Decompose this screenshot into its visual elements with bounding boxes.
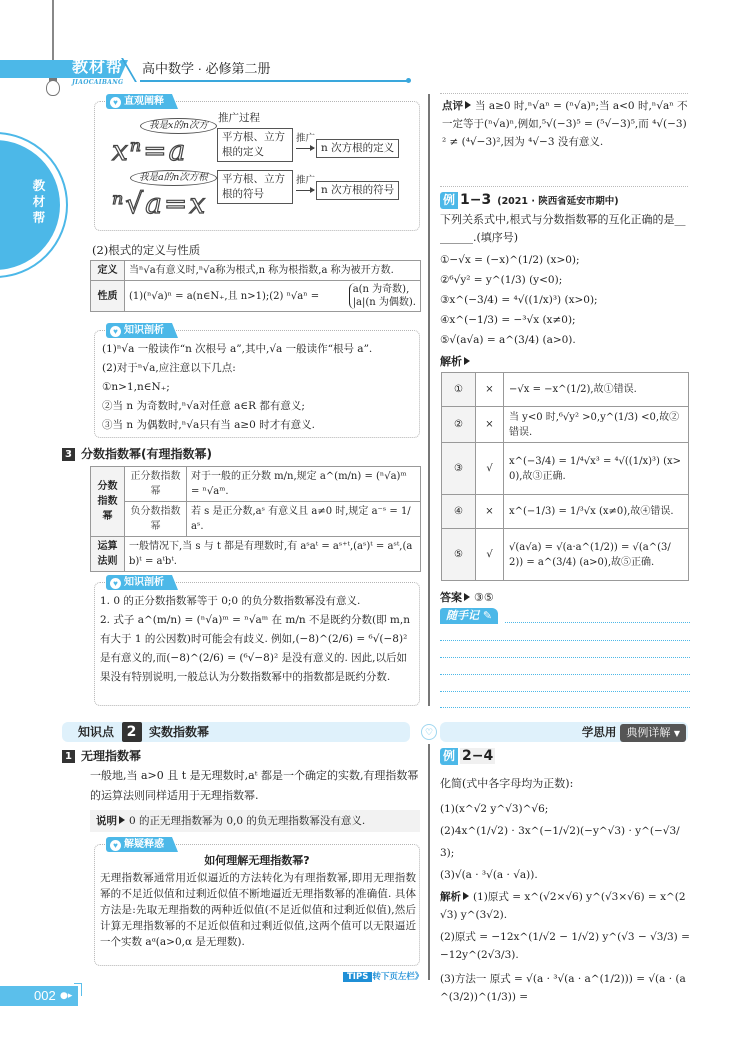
table-row	[91, 261, 421, 281]
fraction-heading	[62, 446, 212, 463]
tips-text: 转下页左栏》	[372, 972, 424, 982]
rule-label: 运算法则	[91, 537, 125, 572]
play-icon	[465, 101, 471, 109]
answer-row	[440, 590, 494, 606]
result-box-2: n 次方根的符号	[316, 181, 399, 200]
book-title: 高中数学 · 必修第二册	[142, 61, 271, 76]
row-mark: ×	[476, 373, 504, 407]
note-line	[440, 657, 690, 658]
table-row	[91, 281, 421, 312]
review-top-rule	[440, 93, 688, 94]
example-2-4-solution	[440, 888, 690, 1006]
page-arrow-icon: ●▸	[60, 991, 73, 1001]
bulb-icon: ♥	[110, 840, 121, 851]
row-text: 当 y<0 时,⁶√y² >0,y^(1/3) <0,故②错误.	[504, 407, 689, 443]
knowledge-point-header	[78, 722, 209, 743]
example-number: 1−3	[460, 192, 492, 208]
analysis-line: ①n>1,n∈N₊;	[102, 381, 170, 393]
analysis-line: ③当 n 为偶数时,ⁿ√a只有当 a≥0 时才有意义.	[102, 419, 316, 431]
brand-pinyin: JIAOCAIBANG	[72, 79, 124, 86]
def-box-2: 平方根、立方根的符号	[217, 170, 293, 204]
option-item: ②⁶√y² = y^(1/3) (y<0);	[440, 274, 563, 286]
bubble-1: 我是x的n次方	[140, 118, 217, 134]
example-source: (2021 · 陕西省延安市期中)	[497, 196, 619, 207]
row-number: ①	[442, 373, 476, 407]
row-content	[125, 281, 421, 312]
row-label: 定义	[91, 261, 125, 281]
table-row	[442, 529, 689, 581]
radical-heading: (2)根式的定义与性质	[92, 243, 201, 257]
play-icon	[119, 816, 125, 824]
solution-table	[441, 372, 689, 581]
header-dot	[406, 78, 411, 83]
radical-table	[90, 260, 421, 312]
note-line	[440, 640, 690, 641]
play-icon	[463, 892, 469, 900]
column-divider-bottom	[428, 744, 430, 980]
section-number: 3	[62, 448, 75, 461]
tips-label: TIPS	[343, 972, 372, 982]
example-number: 2−4	[462, 748, 494, 764]
group-label: 分数指数幂	[91, 467, 125, 537]
column-divider-top	[428, 94, 430, 706]
example-tag: 例	[440, 748, 458, 765]
result-box-1: n 次方根的定义	[316, 139, 399, 158]
page-bracket	[74, 983, 82, 996]
analysis-tag-label: 知识剖析	[124, 577, 164, 588]
property-text: (1)(ⁿ√a)ⁿ = a(n∈N₊,且 n>1);(2) ⁿ√aⁿ =	[129, 290, 320, 302]
notes-tag: 随手记 ✎	[440, 608, 498, 624]
problem-item: (2)4x^(1/√2) · 3x^(−1/√2)(−y^√3) · y^(−√3/3);	[440, 825, 680, 859]
row-content: 对于一般的正分数 m/n,规定 a^(m/n) = (ⁿ√a)ᵐ = ⁿ√aᵐ.	[187, 467, 421, 502]
table-row	[442, 373, 689, 407]
example-1-3-question: 下列关系式中,根式与分数指数幂的互化正确的是________.(填序号)	[440, 213, 686, 244]
solution-step: (1)原式 = x^(√2×√6) y^(√3×√6) = x^(2√3) y^(3√2).	[440, 891, 686, 921]
row-content: 当ⁿ√a有意义时,ⁿ√a称为根式,n 称为根指数,a 称为被开方数.	[125, 261, 421, 281]
note-line	[440, 674, 690, 675]
kp-title: 实数指数幂	[149, 725, 210, 739]
tips-link[interactable]	[343, 970, 423, 983]
section-title: 无理指数幂	[81, 749, 142, 763]
arrow-label-2: 推广	[296, 175, 316, 186]
problem-item: (3)√(a · ³√(a · √a)).	[440, 869, 538, 881]
solution-step: (2)原式 = −12x^(1/√2 − 1/√2) y^(√3 − √3/3) = −12y^(2√3/3).	[440, 931, 690, 961]
row-label: 性质	[91, 281, 125, 312]
solution-line	[440, 888, 690, 924]
row-content: 若 s 是正分数,aˢ 有意义且 a≠0 时,规定 a⁻ˢ = 1/aˢ.	[187, 502, 421, 537]
case-even: |a|(n 为偶数).	[352, 297, 416, 308]
rule-content: 一般情况下,当 s 与 t 都是有理数时,有 aˢaᵗ = aˢ⁺ᵗ,(aˢ)ᵗ = aˢᵗ,(ab)ᵗ = aᵗbᵗ.	[125, 537, 421, 572]
study-label: 学思用	[581, 725, 617, 739]
irrational-paragraph: 一般地,当 a>0 且 t 是无理数时,aᵗ 都是一个确定的实数,有理指数幂的运算法则同样适用于无理指数幂.	[90, 769, 419, 802]
case-odd: a(n 为奇数),	[352, 284, 410, 295]
example-2-4-header	[440, 747, 495, 766]
problem-item: (1)(x^√2 y^√3)^√6;	[440, 803, 549, 815]
example-1-3-header	[440, 191, 619, 211]
row-number: ④	[442, 495, 476, 529]
analysis-2-text	[100, 592, 416, 687]
row-sub: 负分数指数幂	[125, 502, 187, 537]
row-number: ③	[442, 443, 476, 495]
section-number: 1	[62, 750, 75, 763]
row-mark: ×	[476, 407, 504, 443]
page-number: 002	[34, 988, 56, 1003]
examples-dropdown[interactable]	[620, 724, 686, 742]
row-mark: ×	[476, 495, 504, 529]
bubble-2: 我是a的n次方根	[130, 170, 217, 186]
note-box	[90, 810, 420, 832]
table-row	[91, 467, 421, 502]
doubt-tag-label: 解疑释惑	[124, 839, 164, 850]
table-row	[442, 407, 689, 443]
table-row	[91, 537, 421, 572]
note-text: 0 的正无理指数幂为 0,0 的负无理指数幂没有意义.	[129, 815, 366, 827]
answer-label: 答案	[440, 591, 462, 604]
solution-label: 解析	[440, 891, 461, 903]
analysis-line: ②当 n 为奇数时,ⁿ√a对任意 a∈R 都有意义;	[102, 400, 305, 412]
row-number: ⑤	[442, 529, 476, 581]
analysis-tag-2	[106, 575, 172, 590]
answer-value: ③⑤	[474, 591, 494, 604]
row-number: ②	[442, 407, 476, 443]
analysis-line: 2. 式子 a^(m/n) = (ⁿ√a)ᵐ = ⁿ√aᵐ 在 m/n 不是既约分数(即 m,n 有大于 1 的公因数)时可能会有歧义. 例如,(−8)^(2/6) = ⁶√(−8)² 是有意义的,而(−8)^(2/6) = (⁶√−8)² 是没有意义的. 因此,以后如果没有特别说明,一般总认为分数指数幂中的指数都是既约分数.	[100, 614, 410, 683]
table-row	[442, 443, 689, 495]
def-box-1: 平方根、立方根的定义	[217, 128, 293, 162]
header-rule	[140, 80, 410, 82]
solution-label-row	[440, 354, 474, 370]
row-text: √(a√a) = √(a·a^(1/2)) = √(a^(3/2)) = a^(3/4) (a>0),故⑤正确.	[504, 529, 689, 581]
row-mark: √	[476, 529, 504, 581]
note-line	[440, 707, 690, 708]
row-mark: √	[476, 443, 504, 495]
analysis-tag-label: 知识剖析	[124, 325, 164, 336]
arrow-2	[296, 190, 314, 191]
kp-label: 知识点	[78, 725, 115, 739]
play-icon	[464, 357, 470, 365]
table-row	[91, 502, 421, 537]
analysis-line: (2)对于ⁿ√a,应注意以下几点:	[102, 362, 236, 374]
doubt-body: 无理指数幂通常用近似逼近的方法转化为有理指数幂,即用无理指数幂的不足近似值和过剩近似值不断地逼近无理指数幂的准确值. 具体方法是:先取无理指数的两种近似值(不足近似值和过剩近似值),然后计算无理指数幂的不足近似值和过剩近似值,这两个值可以无限逼近一个实数 aᵅ(a>0,α 是无理数).	[100, 872, 416, 948]
row-sub: 正分数指数幂	[125, 467, 187, 502]
option-item: ③x^(−3/4) = ⁴√((1/x)³) (x>0);	[440, 294, 598, 306]
arrow-1	[296, 148, 314, 149]
caret-down-icon: ▼	[673, 729, 680, 738]
formula-power: xⁿ=a	[112, 134, 188, 167]
intuitive-tag	[106, 94, 172, 109]
brand-title: 教材帮	[72, 59, 124, 76]
solution-label: 解析	[440, 355, 462, 368]
bulb-icon: ♥	[110, 97, 121, 108]
note-label: 说明	[96, 815, 117, 827]
lightbulb-icon: ♡	[421, 724, 437, 740]
kp-number: 2	[122, 722, 142, 742]
case-brace	[349, 283, 416, 309]
example-1-3-items	[440, 250, 690, 350]
review	[442, 97, 688, 151]
review-label: 点评	[442, 100, 463, 112]
lightbulb-icon	[46, 80, 60, 96]
intuitive-tag-label: 直观阐释	[124, 96, 164, 107]
note-line	[440, 691, 690, 692]
arrow-label-1: 推广	[296, 133, 316, 144]
row-text: −√x = −x^(1/2),故①错误.	[504, 373, 689, 407]
review-bottom-rule	[440, 186, 688, 187]
bulb-icon: ♥	[110, 578, 121, 589]
table-row	[442, 495, 689, 529]
section-title: 分数指数幂(有理指数幂)	[81, 447, 212, 461]
option-item: ⑤√(a√a) = a^(3/4) (a>0).	[440, 334, 576, 346]
doubt-title: 如何理解无理指数幂?	[204, 854, 310, 867]
notes-tag-label: 随手记	[446, 609, 479, 622]
doubt-tag	[106, 837, 172, 852]
analysis-line: (1)ⁿ√a 一般读作“n 次根号 a”,其中,√a 一般读作“根号 a”.	[102, 343, 373, 355]
option-item: ①−√x = (−x)^(1/2) (x>0);	[440, 254, 580, 266]
analysis-line: 1. 0 的正分数指数幂等于 0;0 的负分数指数幂没有意义.	[100, 595, 361, 607]
bulb-icon: ♥	[110, 326, 121, 337]
example-tag: 例	[440, 192, 458, 209]
play-icon	[464, 593, 470, 601]
example-2-4-question: 化简(式中各字母均为正数):	[440, 777, 574, 790]
process-label: 推广过程	[218, 112, 260, 124]
side-tab-label: 教材帮	[32, 179, 46, 225]
study-band-content	[440, 722, 686, 743]
note-line	[505, 622, 690, 623]
dropdown-label: 典例详解	[626, 726, 671, 739]
formula-root: ⁿ√a=x	[112, 187, 208, 220]
review-text: 当 a≥0 时,ⁿ√aⁿ = (ⁿ√a)ⁿ;当 a<0 时,ⁿ√aⁿ 不一定等于(ⁿ√a)ⁿ,例如,⁵√(−3)⁵ = (⁵√−3)⁵,而 ⁴√(−3)² ≠ (⁴√−3)²,因为 ⁴√−3 没有意义.	[442, 100, 688, 148]
analysis-tag-1	[106, 323, 172, 338]
analysis-1-lines	[102, 340, 416, 435]
row-text: x^(−1/3) = 1/³√x (x≠0),故④错误.	[504, 495, 689, 529]
solution-step: (3)方法一 原式 = √(a · ³√(a · a^(1/2))) = √(a · (a^(3/2))^(1/3)) =	[440, 973, 686, 1003]
fraction-table	[90, 466, 421, 572]
irrational-heading	[62, 748, 141, 765]
option-item: ④x^(−1/3) = −³√x (x≠0);	[440, 314, 576, 326]
row-text: x^(−3/4) = 1/⁴√x³ = ⁴√((1/x)³) (x>0),故③正确.	[504, 443, 689, 495]
example-2-4-items	[440, 798, 690, 886]
